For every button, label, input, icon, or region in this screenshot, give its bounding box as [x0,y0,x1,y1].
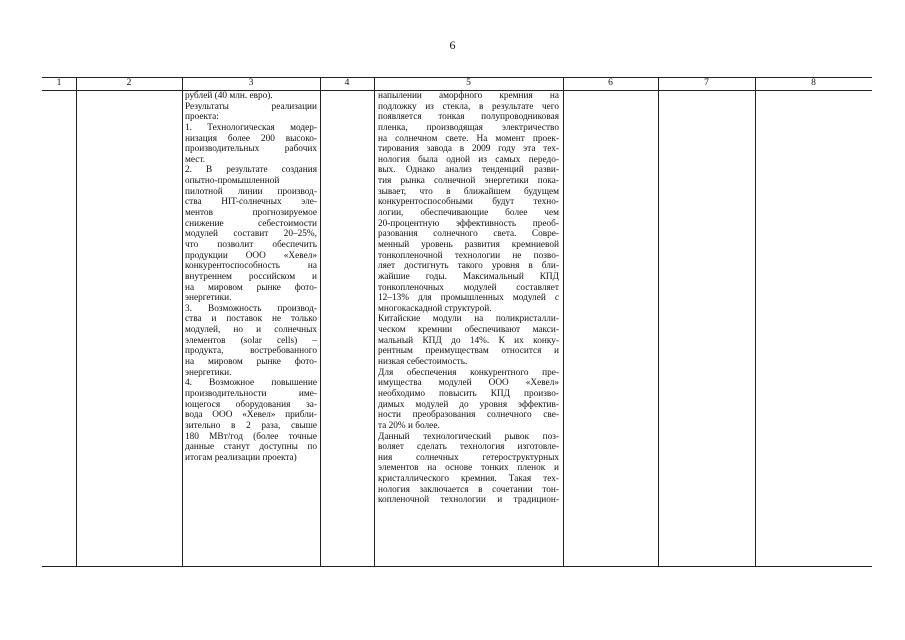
column-header-1: 1 [56,78,62,88]
table-bottom-border [42,566,872,567]
text-line: многокаскадной структурой. [378,303,492,314]
text-line: мальный КПД до 14%. К их конку- [378,335,559,346]
text-line: пленка, производящая электричество [378,122,559,133]
text-line: элементов (solar cells) – [185,335,317,346]
col-divider [755,77,756,567]
text-line: продукции ООО «Хевел» [185,250,317,261]
text-line: тирования завода в 2009 году эта тех- [378,144,559,155]
text-line: итогам реализации проекта) [185,452,297,463]
column-header-3: 3 [248,78,254,88]
col-divider [182,77,183,567]
text-line: на мировом рынке фото- [185,357,317,368]
col-divider [658,77,659,567]
text-line: 3. Возможность производ- [185,303,317,314]
text-line: низкая себестоимость. [378,357,468,368]
page-number: 6 [449,38,456,52]
column-3-text [185,91,317,463]
text-line: ляет достигнуть такого уровня в бли- [378,261,559,272]
text-line: копленочной технологии и традицион- [378,495,559,506]
column-header-7: 7 [704,78,709,88]
text-line: ния солнечных гетероструктурных [378,452,559,463]
text-line: напылении аморфного кремния на [378,91,559,101]
text-line: тонкопленочных модулей составляет [378,282,559,293]
text-line: ющегося оборудования за- [185,399,317,410]
text-line: рентным преимуществам относится и [378,346,559,357]
text-line: зывает, что в ближайшем будущем [378,186,559,197]
text-line: модулей составит 20–25%, [185,229,317,240]
text-line: вода ООО «Хевел» прибли- [185,410,317,421]
text-line: ства HIT-солнечных эле- [185,197,317,208]
text-line: тия рынка солнечной энергетики пока- [378,176,559,187]
text-line: 12–13% для промышленных модулей с [378,293,559,304]
text-line: появляется тонкая полупроводниковая [378,112,559,123]
text-line: энергетики. [185,367,232,378]
column-header-2: 2 [126,78,132,88]
text-line: энергетики. [185,293,232,304]
text-line: производительных рабочих [185,144,317,155]
text-line: 4. Возможное повышение [185,378,317,389]
text-line: конкурентоспособными будут техно- [378,197,559,208]
text-line: та 20% и более. [378,420,440,431]
text-line: Данный технологический рывок поз- [378,431,559,442]
col-divider [374,77,375,567]
text-line: опытно-промышленной [185,176,280,187]
text-line: нология заключается в сочетании тон- [378,484,559,495]
text-line: ности преобразования солнечного све- [378,410,559,421]
col-divider [563,77,564,567]
text-line: зительно в 2 раза, свыше [185,420,317,431]
text-line: что позволит обеспечить [185,239,317,250]
column-header-5: 5 [466,78,471,88]
column-header-8: 8 [811,78,816,88]
text-line: конкурентоспособность на [185,261,317,272]
text-line: снижение себестоимости [185,218,317,229]
text-line: жайшие годы. Максимальный КПД [378,271,559,282]
column-5-text [378,91,559,506]
text-line: воляет сделать технология изготовле- [378,442,559,453]
text-line: производительности име- [185,388,317,399]
text-line: вых. Однако анализ тенденций разви- [378,165,559,176]
text-line: рублей (40 млн. евро). [185,91,273,101]
text-line: менный уровень развития кремниевой [378,239,559,250]
text-line: внутреннем российском и [185,271,317,282]
text-line: на солнечном свете. На момент проек- [378,133,559,144]
col-divider [76,77,77,567]
text-line: Результаты реализации [185,101,317,112]
text-line: ческом кремнии обеспечивают макси- [378,325,559,336]
text-line: Китайские модули на поликристалли- [378,314,559,325]
text-line: подложку из стекла, в результате чего [378,101,559,112]
text-line: данные станут доступны по [185,442,317,453]
text-line: нология была одной из самых передо- [378,154,559,165]
text-line: низация более 200 высоко- [185,133,317,144]
text-line: ментов прогнозируемое [185,208,317,219]
text-line: логии, обеспечивающие более чем [378,208,559,219]
col-divider [320,77,321,567]
text-line: имущества модулей ООО «Хевел» [378,378,559,389]
text-line: 20-процентную эффективность преоб- [378,218,559,229]
text-line: димых модулей до уровня эффектив- [378,399,559,410]
text-line: модулей, но и солнечных [185,325,317,336]
text-line: на мировом рынке фото- [185,282,317,293]
column-header-6: 6 [608,78,613,88]
text-line: элементов на основе тонких пленок и [378,463,559,474]
text-line: 180 МВт/год (более точные [185,431,317,442]
text-line: кристаллического кремния. Такая тех- [378,474,559,485]
column-header-4: 4 [344,78,350,88]
text-line: тонкопленочной технологии не позво- [378,250,559,261]
text-line: 1. Технологическая модер- [185,122,317,133]
text-line: проекта: [185,112,219,123]
data-table [42,77,872,567]
text-line: мест. [185,154,206,165]
text-line: 2. В результате создания [185,165,317,176]
text-line: ства и поставок не только [185,314,317,325]
text-line: пилотной линии производ- [185,186,317,197]
text-line: продукта, востребованного [185,346,317,357]
text-line: разования солнечного света. Совре- [378,229,559,240]
text-line: Для обеспечения конкурентного пре- [378,367,559,378]
text-line: необходимо повысить КПД произво- [378,388,559,399]
